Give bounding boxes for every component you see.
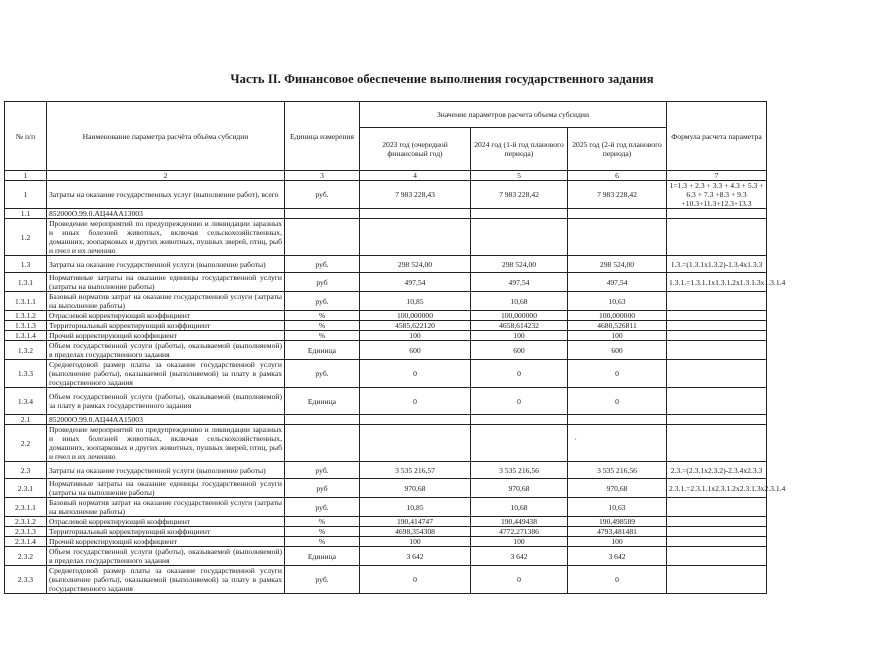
table-row bbox=[5, 321, 767, 331]
row-number-cell: 2.3.2 bbox=[5, 547, 47, 566]
parameter-name-cell: Нормативные затраты на оказание единицы государственной услуги (затраты на выполнение работы) bbox=[47, 479, 285, 498]
header-parameter-name: Наименование параметра расчёта объёма субсидии bbox=[47, 102, 285, 171]
table-row bbox=[5, 209, 767, 219]
value-2023-cell: 190,414747 bbox=[360, 517, 471, 527]
formula-cell bbox=[667, 321, 767, 331]
parameter-name-cell: Среднегодовой размер платы за оказание государственной услуги (выполнение работы), оказываемой (выполняемой) за плату в рамках государственного задания bbox=[47, 566, 285, 594]
unit-cell: Единица bbox=[285, 547, 360, 566]
parameter-name-cell: Прочий корректирующий коэффициент bbox=[47, 537, 285, 547]
value-2024-cell: 4772,271386 bbox=[471, 527, 568, 537]
column-number-cell: 2 bbox=[47, 171, 285, 181]
value-2025-cell bbox=[568, 415, 667, 425]
parameter-name-cell: Территориальный корректирующий коэффициент bbox=[47, 321, 285, 331]
formula-cell bbox=[667, 331, 767, 341]
document-title: Часть II. Финансовое обеспечение выполнения государственного задания bbox=[230, 72, 654, 86]
table-row bbox=[5, 341, 767, 360]
formula-cell bbox=[667, 517, 767, 527]
value-2023-cell: 10,85 bbox=[360, 292, 471, 311]
row-number-cell: 2.3 bbox=[5, 462, 47, 479]
value-2024-cell bbox=[471, 425, 568, 462]
value-2025-cell: 7 983 228,42 bbox=[568, 181, 667, 209]
value-2023-cell bbox=[360, 219, 471, 256]
value-2023-cell: 4585,622120 bbox=[360, 321, 471, 331]
value-2025-cell: 100,000000 bbox=[568, 311, 667, 321]
value-2024-cell: 100 bbox=[471, 537, 568, 547]
unit-cell: % bbox=[285, 311, 360, 321]
table-row bbox=[5, 537, 767, 547]
formula-cell bbox=[667, 498, 767, 517]
parameter-name-cell: Отраслевой корректирующий коэффициент bbox=[47, 517, 285, 527]
row-number-cell: 1.3.1.4 bbox=[5, 331, 47, 341]
column-number-cell: 3 bbox=[285, 171, 360, 181]
unit-cell: руб. bbox=[285, 256, 360, 273]
row-number-cell: 1 bbox=[5, 181, 47, 209]
unit-cell bbox=[285, 209, 360, 219]
value-2024-cell: 970,68 bbox=[471, 479, 568, 498]
unit-cell: руб. bbox=[285, 360, 360, 388]
value-2025-cell: 10,63 bbox=[568, 498, 667, 517]
value-2025-cell: 298 524,00 bbox=[568, 256, 667, 273]
formula-cell bbox=[667, 537, 767, 547]
table-row bbox=[5, 527, 767, 537]
header-year-2023: 2023 год (очередной финансовый год) bbox=[360, 128, 471, 171]
header-year-2024: 2024 год (1-й год планового периода) bbox=[471, 128, 568, 171]
unit-cell: Единица bbox=[285, 388, 360, 415]
value-2024-cell: 100 bbox=[471, 331, 568, 341]
value-2024-cell: 0 bbox=[471, 566, 568, 594]
unit-cell: % bbox=[285, 331, 360, 341]
row-number-cell: 1.3.1.3 bbox=[5, 321, 47, 331]
row-number-cell: 1.3 bbox=[5, 256, 47, 273]
value-2024-cell: 3 642 bbox=[471, 547, 568, 566]
value-2025-cell: 100 bbox=[568, 331, 667, 341]
value-2025-cell: 4680,526811 bbox=[568, 321, 667, 331]
table-row bbox=[5, 360, 767, 388]
value-2023-cell: 3 535 216,57 bbox=[360, 462, 471, 479]
row-number-cell: 1.3.1 bbox=[5, 273, 47, 292]
formula-cell bbox=[667, 415, 767, 425]
formula-cell: 1.3.1.=1.3.1.1х1.3.1.2х1.3.1.3х1.3.1.4 bbox=[667, 273, 767, 292]
row-number-cell: 2.2 bbox=[5, 425, 47, 462]
row-number-cell: 1.2 bbox=[5, 219, 47, 256]
value-2023-cell: 497,54 bbox=[360, 273, 471, 292]
formula-cell: 2.3.1.=2.3.1.1х2.3.1.2х2.3.1.3х2.3.1.4 bbox=[667, 479, 767, 498]
row-number-cell: 1.3.2 bbox=[5, 341, 47, 360]
value-2025-cell: 497,54 bbox=[568, 273, 667, 292]
parameter-name-cell: Нормативные затраты на оказание единицы государственной услуги (затраты на выполнение работы) bbox=[47, 273, 285, 292]
table-row bbox=[5, 479, 767, 498]
parameter-name-cell: Затраты на оказание государственной услуги (выполнение работы) bbox=[47, 256, 285, 273]
row-number-cell: 2.3.1.1 bbox=[5, 498, 47, 517]
unit-cell: руб bbox=[285, 273, 360, 292]
parameter-name-cell: Прочий корректирующий коэффициент bbox=[47, 331, 285, 341]
value-2025-cell: 4793,481481 bbox=[568, 527, 667, 537]
row-number-cell: 2.3.3 bbox=[5, 566, 47, 594]
value-2023-cell: 10,85 bbox=[360, 498, 471, 517]
header-unit: Единица измерения bbox=[285, 102, 360, 171]
row-number-cell: 2.3.1.3 bbox=[5, 527, 47, 537]
parameter-name-cell: Объем государственной услуги (работы), оказываемой (выполняемой) в пределах государственного задания bbox=[47, 547, 285, 566]
formula-cell bbox=[667, 209, 767, 219]
unit-cell bbox=[285, 415, 360, 425]
value-2023-cell bbox=[360, 425, 471, 462]
unit-cell: руб. bbox=[285, 498, 360, 517]
parameter-name-cell: Базовый норматив затрат на оказание государственной услуги (затраты на выполнение работы) bbox=[47, 292, 285, 311]
unit-cell: % bbox=[285, 321, 360, 331]
table-row bbox=[5, 311, 767, 321]
parameter-name-cell: Объем государственной услуги (работы), оказываемой (выполняемой) за плату в рамках государственного задания bbox=[47, 388, 285, 415]
value-2024-cell: 10,68 bbox=[471, 498, 568, 517]
value-2025-cell: 10,63 bbox=[568, 292, 667, 311]
value-2023-cell: 7 983 228,43 bbox=[360, 181, 471, 209]
unit-cell bbox=[285, 425, 360, 462]
value-2023-cell: 970,68 bbox=[360, 479, 471, 498]
value-2023-cell: 100 bbox=[360, 331, 471, 341]
value-2025-cell: 600 bbox=[568, 341, 667, 360]
row-number-cell: 1.3.4 bbox=[5, 388, 47, 415]
value-2024-cell bbox=[471, 209, 568, 219]
value-2025-cell bbox=[568, 425, 667, 462]
unit-cell: % bbox=[285, 517, 360, 527]
value-2025-cell bbox=[568, 209, 667, 219]
table-row bbox=[5, 566, 767, 594]
header-num: № п/п bbox=[5, 102, 47, 171]
value-2024-cell: 3 535 216,56 bbox=[471, 462, 568, 479]
row-number-cell: 1.1 bbox=[5, 209, 47, 219]
header-formula: Формула расчета параметра bbox=[667, 102, 767, 171]
value-2023-cell: 298 524,00 bbox=[360, 256, 471, 273]
value-2024-cell: 0 bbox=[471, 360, 568, 388]
table-row bbox=[5, 547, 767, 566]
table-row bbox=[5, 256, 767, 273]
parameter-name-cell: 852000О.99.0.АЦ44АА13003 bbox=[47, 209, 285, 219]
pen-mark: ˏ bbox=[574, 430, 577, 440]
column-number-cell: 7 bbox=[667, 171, 767, 181]
table-row bbox=[5, 292, 767, 311]
value-2023-cell: 0 bbox=[360, 566, 471, 594]
value-2024-cell: 190,449438 bbox=[471, 517, 568, 527]
formula-cell bbox=[667, 341, 767, 360]
formula-cell bbox=[667, 425, 767, 462]
value-2024-cell: 7 983 228,42 bbox=[471, 181, 568, 209]
row-number-cell: 2.3.1.4 bbox=[5, 537, 47, 547]
column-number-cell: 1 bbox=[5, 171, 47, 181]
column-number-cell: 5 bbox=[471, 171, 568, 181]
column-number-cell: 6 bbox=[568, 171, 667, 181]
table-row bbox=[5, 517, 767, 527]
value-2024-cell: 600 bbox=[471, 341, 568, 360]
parameter-name-cell: Базовый норматив затрат на оказание государственной услуги (затраты на выполнение работы) bbox=[47, 498, 285, 517]
formula-cell bbox=[667, 292, 767, 311]
formula-cell bbox=[667, 311, 767, 321]
row-number-cell: 2.3.1 bbox=[5, 479, 47, 498]
value-2025-cell: 0 bbox=[568, 360, 667, 388]
formula-cell bbox=[667, 566, 767, 594]
table-row bbox=[5, 415, 767, 425]
formula-cell: 2.3.=(2.3.1х2.3.2)-2.3.4х2.3.3 bbox=[667, 462, 767, 479]
value-2023-cell bbox=[360, 209, 471, 219]
column-numbers-row bbox=[5, 171, 767, 181]
unit-cell: Единица bbox=[285, 341, 360, 360]
row-number-cell: 1.3.1.2 bbox=[5, 311, 47, 321]
value-2024-cell: 497,54 bbox=[471, 273, 568, 292]
unit-cell: руб. bbox=[285, 462, 360, 479]
formula-cell bbox=[667, 547, 767, 566]
column-number-cell: 4 bbox=[360, 171, 471, 181]
parameter-name-cell: Проведение мероприятий по предупреждению и ликвидации заразных и иных болезней животных, включая сельскохозяйственных, домашних, зоопарковых и других животных, пушных зверей, птиц, рыб и пчел и их лечению bbox=[47, 219, 285, 256]
unit-cell: руб. bbox=[285, 566, 360, 594]
value-2023-cell: 0 bbox=[360, 360, 471, 388]
formula-cell bbox=[667, 360, 767, 388]
value-2024-cell: 0 bbox=[471, 388, 568, 415]
value-2025-cell: 970,68 bbox=[568, 479, 667, 498]
value-2025-cell: 3 535 216,56 bbox=[568, 462, 667, 479]
value-2025-cell: 0 bbox=[568, 388, 667, 415]
table-row bbox=[5, 219, 767, 256]
table-row bbox=[5, 425, 767, 462]
unit-cell: руб. bbox=[285, 292, 360, 311]
value-2025-cell bbox=[568, 219, 667, 256]
value-2024-cell: 298 524,00 bbox=[471, 256, 568, 273]
value-2024-cell bbox=[471, 415, 568, 425]
value-2024-cell: 10,68 bbox=[471, 292, 568, 311]
value-2023-cell: 3 642 bbox=[360, 547, 471, 566]
unit-cell: % bbox=[285, 527, 360, 537]
value-2023-cell: 0 bbox=[360, 388, 471, 415]
table-row bbox=[5, 498, 767, 517]
table-row bbox=[5, 331, 767, 341]
row-number-cell: 2.1 bbox=[5, 415, 47, 425]
table-row bbox=[5, 181, 767, 209]
header-year-2025: 2025 год (2-й год планового периода) bbox=[568, 128, 667, 171]
value-2025-cell: 0 bbox=[568, 566, 667, 594]
parameter-name-cell: Отраслевой корректирующий коэффициент bbox=[47, 311, 285, 321]
table-row bbox=[5, 462, 767, 479]
value-2024-cell bbox=[471, 219, 568, 256]
parameter-name-cell: Проведение мероприятий по предупреждению и ликвидации заразных и иных болезней животных, включая сельскохозяйственных, домашних, зоопарковых и других животных, пушных зверей, птиц, рыб и пчел и их лечению bbox=[47, 425, 285, 462]
formula-cell: 1.3.=(1.3.1х1.3.2)-1.3.4х1.3.3 bbox=[667, 256, 767, 273]
value-2024-cell: 100,000000 bbox=[471, 311, 568, 321]
formula-cell bbox=[667, 219, 767, 256]
value-2023-cell: 4698,354308 bbox=[360, 527, 471, 537]
parameter-name-cell: 852000О.99.0.АЦ44АА15003 bbox=[47, 415, 285, 425]
value-2025-cell: 3 642 bbox=[568, 547, 667, 566]
value-2023-cell: 100 bbox=[360, 537, 471, 547]
unit-cell: % bbox=[285, 537, 360, 547]
parameter-name-cell: Среднегодовой размер платы за оказание государственной услуги (выполнение работы), оказываемой (выполняемой) за плату в рамках государственного задания bbox=[47, 360, 285, 388]
parameter-name-cell: Территориальный корректирующий коэффициент bbox=[47, 527, 285, 537]
value-2025-cell: 100 bbox=[568, 537, 667, 547]
subsidy-calculation-table bbox=[4, 101, 786, 594]
value-2024-cell: 4658,614232 bbox=[471, 321, 568, 331]
row-number-cell: 1.3.1.1 bbox=[5, 292, 47, 311]
value-2023-cell: 600 bbox=[360, 341, 471, 360]
unit-cell: руб. bbox=[285, 181, 360, 209]
parameter-name-cell: Затраты на оказание государственных услуг (выполнение работ), всего bbox=[47, 181, 285, 209]
table-row bbox=[5, 273, 767, 292]
row-number-cell: 2.3.1.2 bbox=[5, 517, 47, 527]
value-2023-cell bbox=[360, 415, 471, 425]
formula-cell bbox=[667, 388, 767, 415]
unit-cell bbox=[285, 219, 360, 256]
row-number-cell: 1.3.3 bbox=[5, 360, 47, 388]
unit-cell: руб bbox=[285, 479, 360, 498]
parameter-name-cell: Затраты на оказание государственной услуги (выполнение работы) bbox=[47, 462, 285, 479]
value-2023-cell: 100,000000 bbox=[360, 311, 471, 321]
formula-cell: 1=1.3 + 2.3 + 3.3 + 4.3 + 5.3 + 6.3 + 7.3 +8.3 + 9.3 +10.3+11.3+12.3+13.3 bbox=[667, 181, 767, 209]
formula-cell bbox=[667, 527, 767, 537]
table-row bbox=[5, 388, 767, 415]
parameter-name-cell: Объем государственной услуги (работы), оказываемой (выполняемой) в пределах государственного задания bbox=[47, 341, 285, 360]
header-values-group: Значение параметров расчета объема субсидии bbox=[360, 102, 667, 128]
value-2025-cell: 190,498589 bbox=[568, 517, 667, 527]
